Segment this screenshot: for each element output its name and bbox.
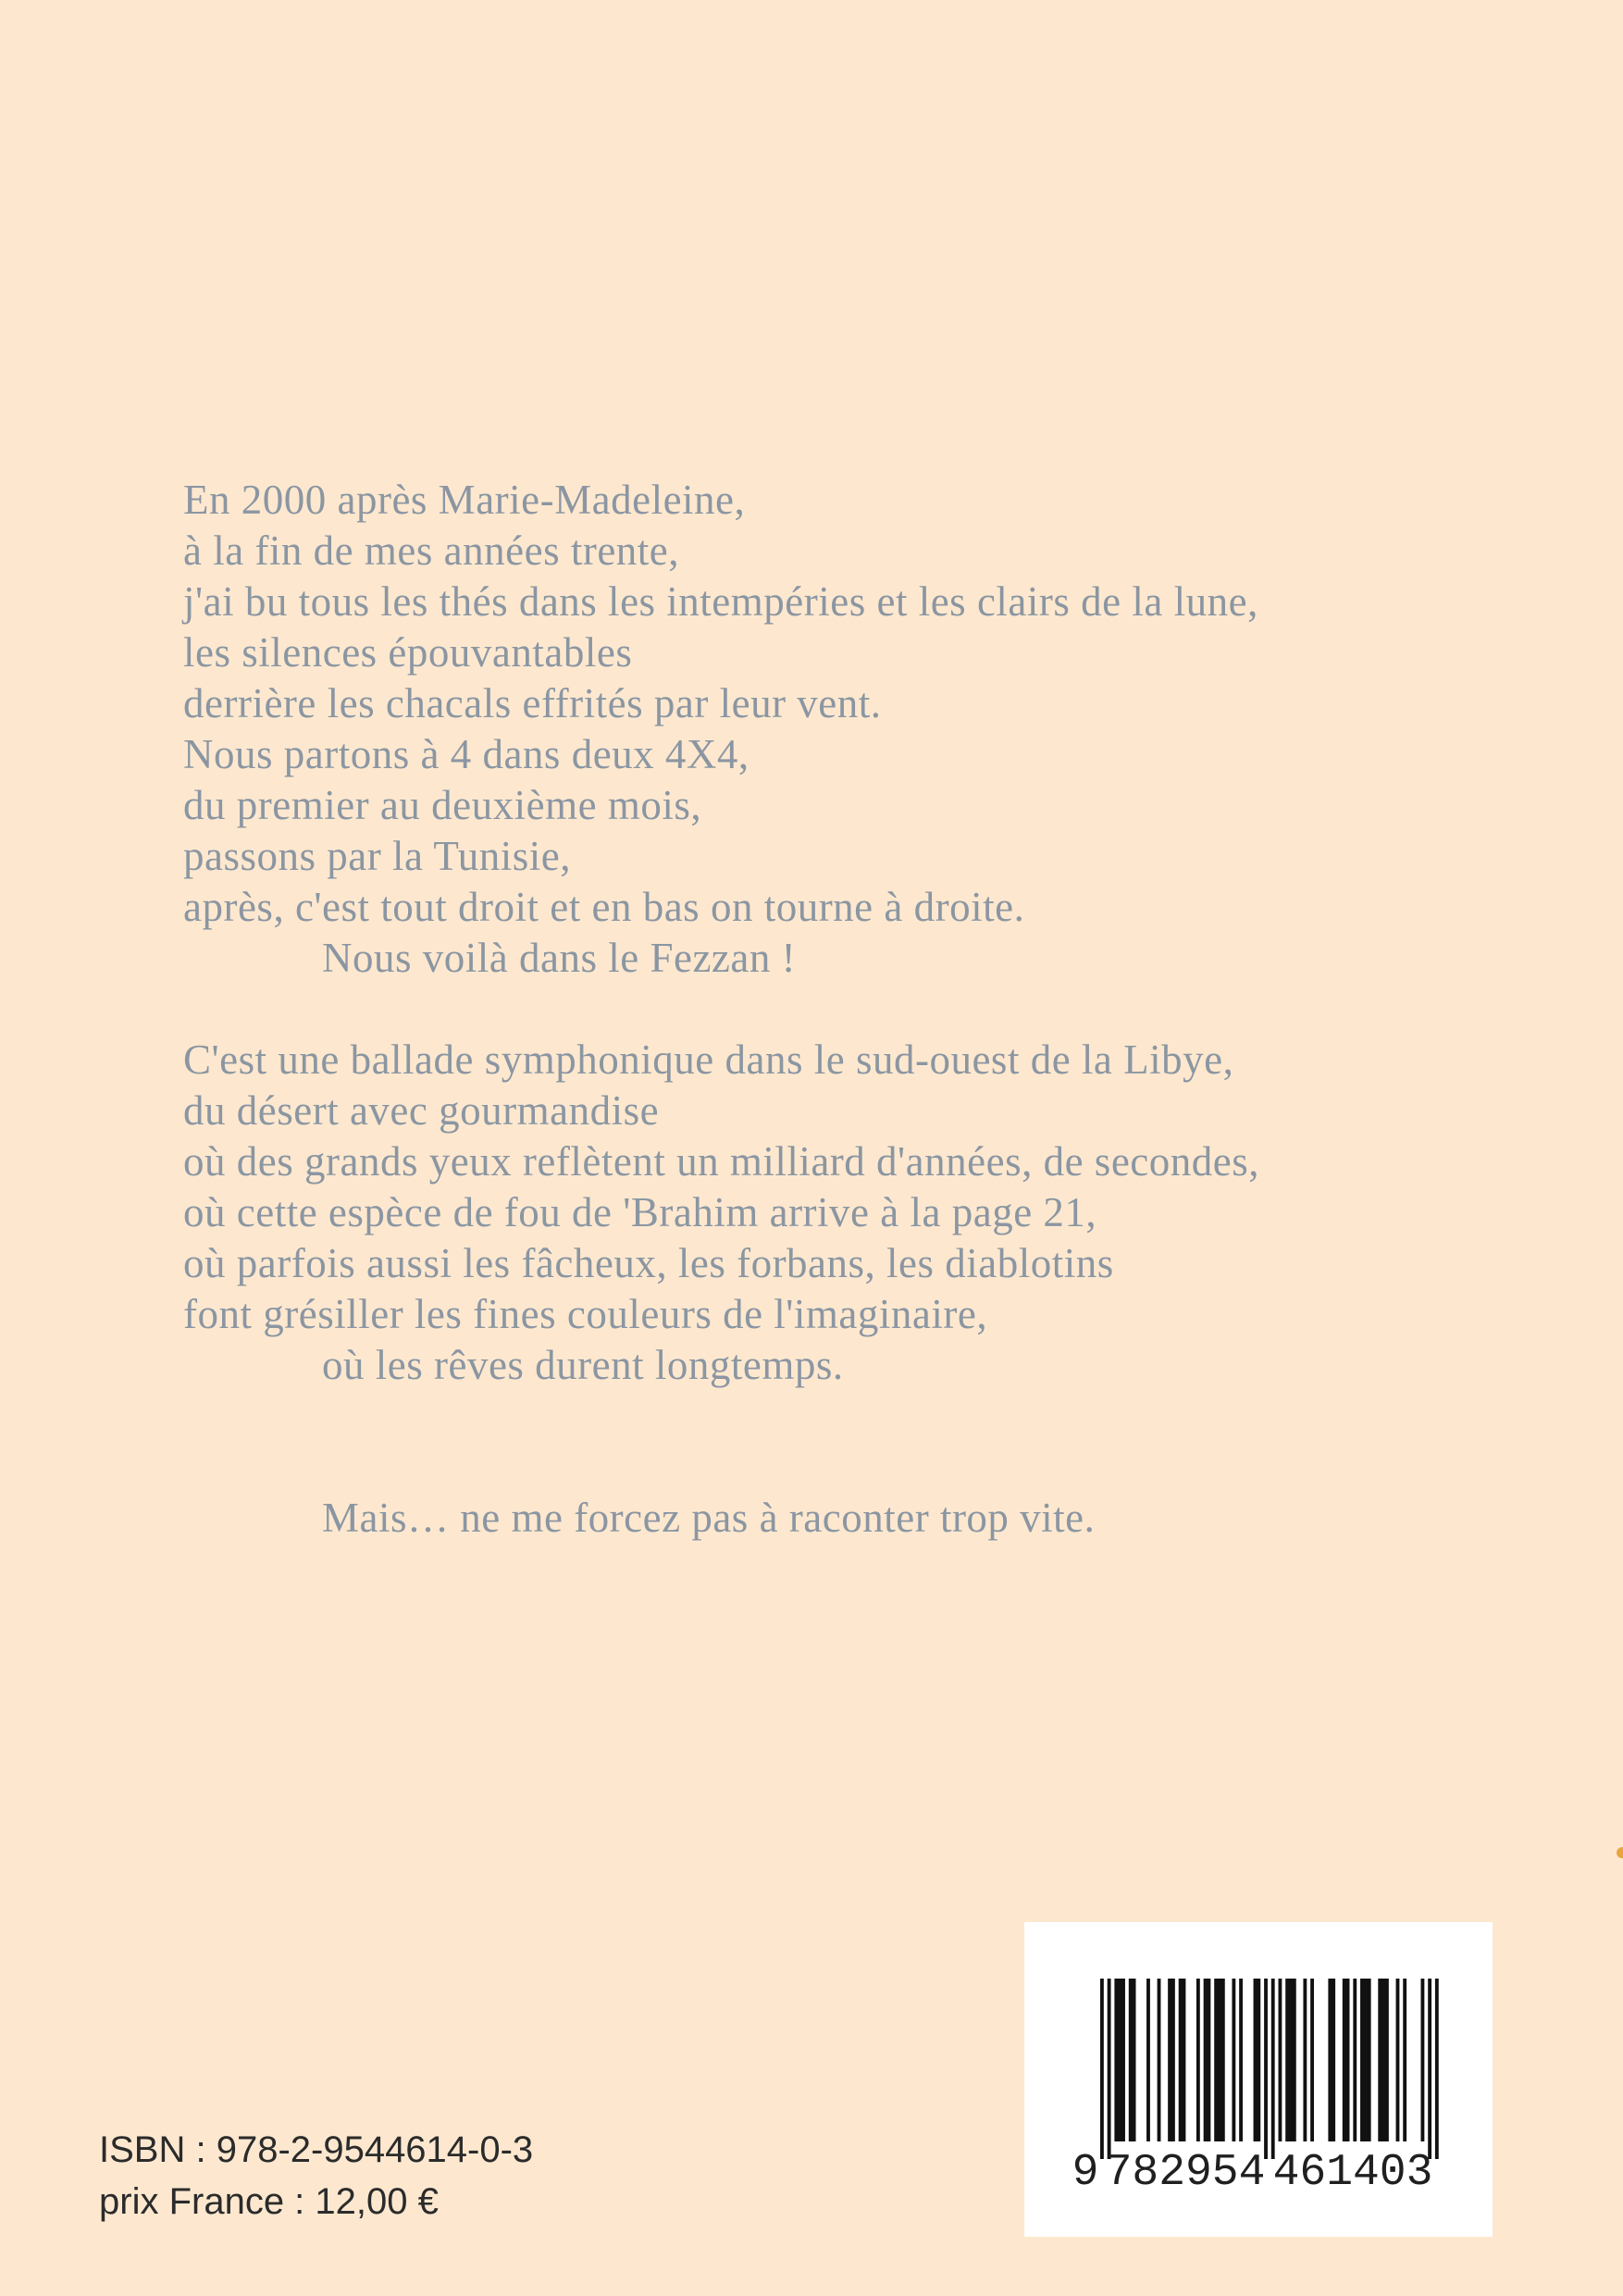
blurb-line: du désert avec gourmandise <box>183 1087 660 1134</box>
barcode-bar <box>1196 1979 1200 2141</box>
blurb-text <box>183 475 1259 1544</box>
blurb-line: où les rêves durent longtemps. <box>322 1342 844 1388</box>
barcode-bars <box>1100 1979 1439 2159</box>
barcode-bar <box>1254 1979 1261 2141</box>
blurb-line: derrière les chacals effrités par leur vent. <box>183 680 882 726</box>
blurb-line: du premier au deuxième mois, <box>183 782 702 828</box>
barcode-bar <box>1435 1979 1439 2159</box>
price-text: prix France : 12,00 € <box>99 2181 439 2222</box>
blurb-line: C'est une ballade symphonique dans le sud-ouest de la Libye, <box>183 1036 1234 1083</box>
barcode-bar <box>1239 1979 1243 2141</box>
barcode-bar <box>1146 1979 1150 2141</box>
edge-mark <box>1617 1847 1623 1858</box>
blurb-line: Nous partons à 4 dans deux 4X4, <box>183 731 750 777</box>
barcode-bar <box>1114 1979 1125 2141</box>
barcode-bar <box>1108 1979 1111 2159</box>
barcode-first-digit: 9 <box>1072 2148 1099 2198</box>
barcode-bar <box>1264 1979 1268 2159</box>
barcode-left-digits: 782954 <box>1105 2148 1266 2198</box>
barcode-bar <box>1378 1979 1389 2141</box>
barcode-bar <box>1271 1979 1275 2159</box>
barcode-bar <box>1343 1979 1350 2141</box>
barcode-bar <box>1129 1979 1136 2141</box>
barcode-bar <box>1168 1979 1175 2141</box>
barcode-bar <box>1204 1979 1211 2141</box>
barcode-bar <box>1310 1979 1314 2141</box>
blurb-line: passons par la Tunisie, <box>183 833 572 879</box>
barcode-bar <box>1158 1979 1161 2141</box>
isbn-text: ISBN : 978-2-9544614-0-3 <box>99 2129 534 2170</box>
barcode-bar <box>1232 1979 1235 2141</box>
blurb-line: Nous voilà dans le Fezzan ! <box>322 935 797 981</box>
barcode <box>1024 1922 1493 2237</box>
barcode-right-digits: 461403 <box>1272 2148 1433 2198</box>
barcode-bar <box>1214 1979 1225 2141</box>
barcode-bar <box>1100 1979 1104 2159</box>
barcode-bar <box>1179 1979 1186 2141</box>
barcode-bar <box>1403 1979 1406 2141</box>
blurb-line: où cette espèce de fou de 'Brahim arrive à la page 21, <box>183 1189 1097 1235</box>
blurb-line: après, c'est tout droit et en bas on tourne à droite. <box>183 884 1025 930</box>
barcode-bar <box>1421 1979 1425 2141</box>
blurb-closing-line: Mais… ne me forcez pas à raconter trop vite. <box>322 1495 1096 1541</box>
barcode-bar <box>1360 1979 1371 2141</box>
blurb-line: font grésiller les fines couleurs de l'imaginaire, <box>183 1291 988 1337</box>
barcode-bar <box>1353 1979 1357 2141</box>
blurb-line: où des grands yeux reflètent un milliard d'années, de secondes, <box>183 1138 1260 1185</box>
blurb-line: En 2000 après Marie-Madeleine, <box>183 477 746 523</box>
barcode-panel <box>1024 1922 1493 2237</box>
legal-info <box>99 2124 533 2228</box>
barcode-bar <box>1285 1979 1296 2141</box>
stanza-gap <box>183 1391 1259 1493</box>
barcode-bar <box>1428 1979 1431 2159</box>
stanza-gap <box>183 984 1259 1035</box>
barcode-bar <box>1279 1979 1282 2141</box>
blurb-line: où parfois aussi les fâcheux, les forbans, les diablotins <box>183 1240 1114 1286</box>
blurb-line: à la fin de mes années trente, <box>183 527 680 574</box>
blurb-line: les silences épouvantables <box>183 629 633 676</box>
barcode-bar <box>1303 1979 1307 2141</box>
barcode-bar <box>1328 1979 1335 2141</box>
blurb-line: j'ai bu tous les thés dans les intempéries et les clairs de la lune, <box>183 578 1258 625</box>
barcode-bar <box>1396 1979 1400 2141</box>
